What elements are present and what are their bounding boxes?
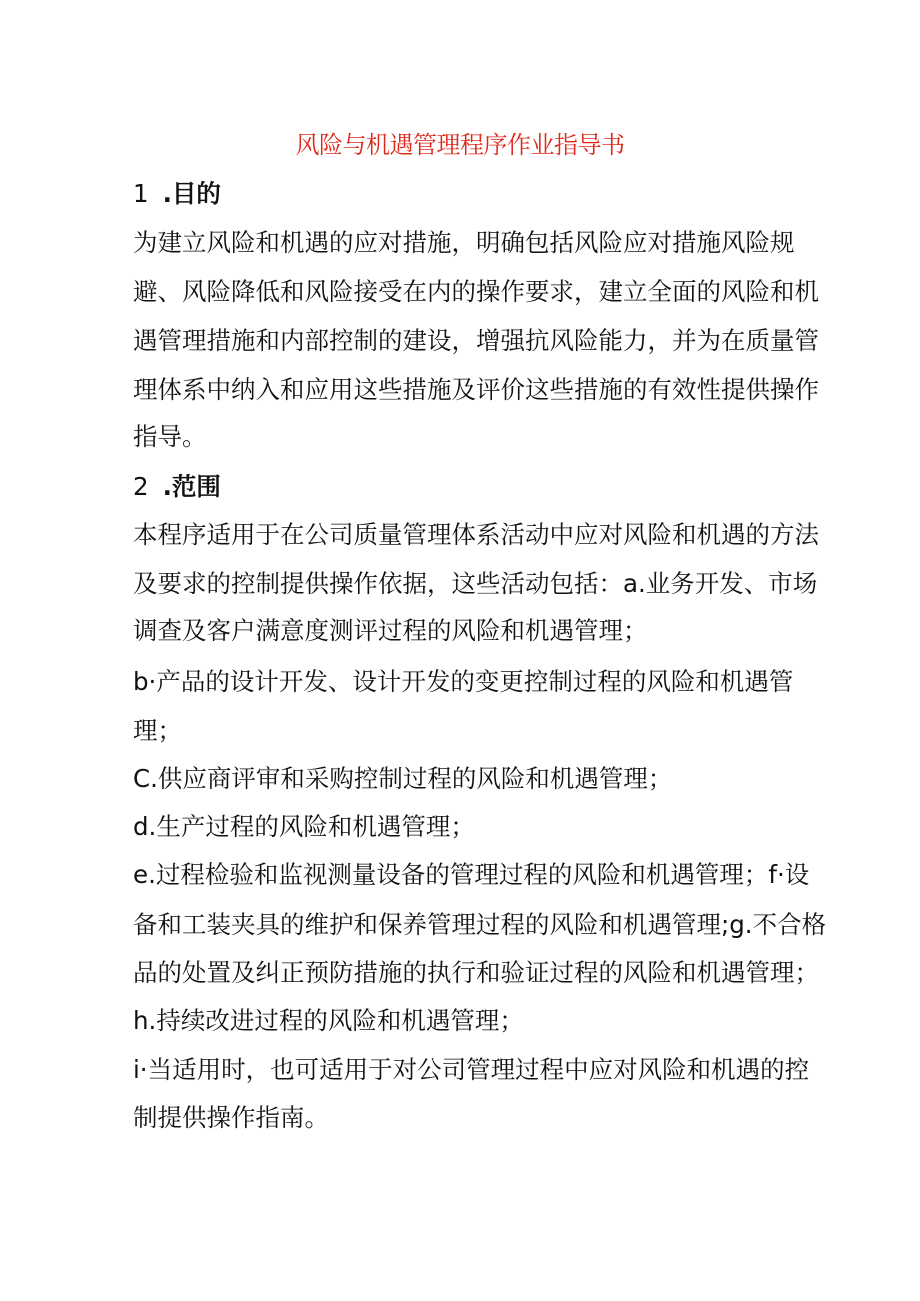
- paragraph-line: h.持续改进过程的风险和机遇管理；: [133, 1006, 524, 1035]
- paragraph-line: 备和工装夹具的维护和保养管理过程的风险和机遇管理;g.不合格: [133, 910, 827, 939]
- section-heading-text: .范围: [162, 472, 221, 501]
- paragraph-line: 为建立风险和机遇的应对措施，明确包括风险应对措施风险规: [133, 228, 795, 257]
- paragraph-line: 品的处置及纠正预防措施的执行和验证过程的风险和机遇管理；: [133, 958, 819, 987]
- paragraph-line: i·当适用时，也可适用于对公司管理过程中应对风险和机遇的控: [133, 1055, 810, 1084]
- paragraph-line: 遇管理措施和内部控制的建设，增强抗风险能力，并为在质量管: [133, 326, 819, 355]
- paragraph-line: d.生产过程的风险和机遇管理；: [133, 812, 475, 841]
- paragraph-line: 理；: [133, 716, 182, 745]
- section-1-heading: [133, 177, 221, 211]
- paragraph-line: b·产品的设计开发、设计开发的变更控制过程的风险和机遇管: [133, 667, 794, 696]
- paragraph-line: 制提供操作指南。: [133, 1103, 329, 1132]
- paragraph-line: 及要求的控制提供操作依据，这些活动包括：a.业务开发、市场: [133, 569, 818, 598]
- section-heading-text: .目的: [162, 179, 221, 208]
- section-number: 2: [133, 472, 149, 501]
- paragraph-line: 调查及客户满意度测评过程的风险和机遇管理；: [133, 616, 648, 645]
- paragraph-line: 避、风险降低和风险接受在内的操作要求，建立全面的风险和机: [133, 277, 819, 306]
- paragraph-line: 本程序适用于在公司质量管理体系活动中应对风险和机遇的方法: [133, 520, 819, 549]
- paragraph-line: e.过程检验和监视测量设备的管理过程的风险和机遇管理；f·设: [133, 860, 810, 889]
- document-title: 风险与机遇管理程序作业指导书: [295, 131, 625, 159]
- paragraph-line: C.供应商评审和采购控制过程的风险和机遇管理；: [133, 764, 673, 793]
- paragraph-line: 指导。: [133, 422, 207, 451]
- paragraph-line: 理体系中纳入和应用这些措施及评价这些措施的有效性提供操作: [133, 375, 819, 404]
- section-number: 1: [133, 179, 149, 208]
- section-2-heading: [133, 470, 221, 504]
